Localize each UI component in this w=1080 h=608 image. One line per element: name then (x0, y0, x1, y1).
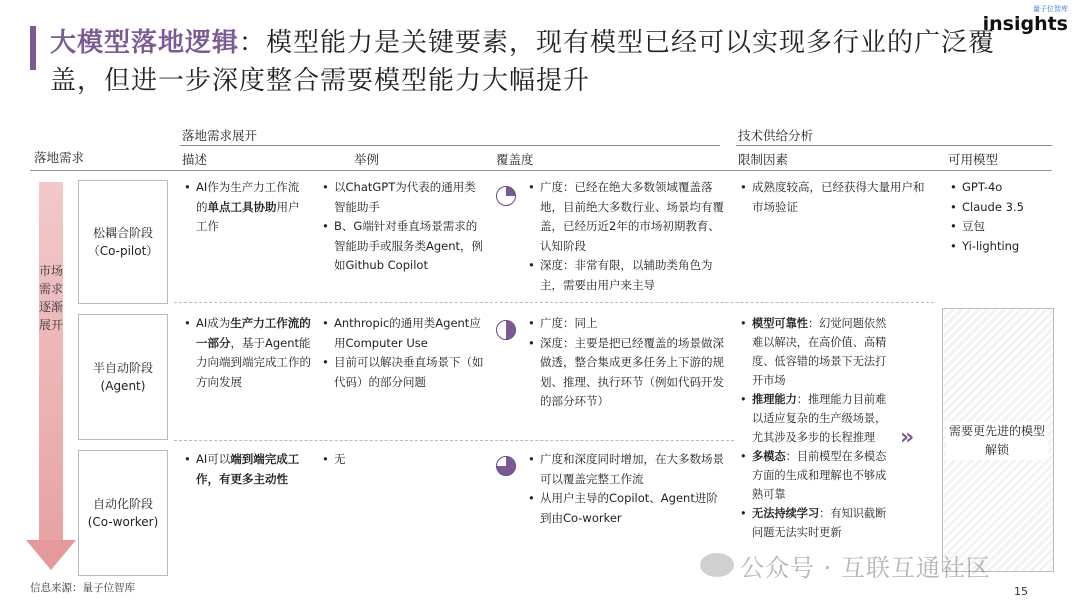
model-item: • Yi-lighting (950, 237, 1050, 257)
row2-coverage (528, 314, 724, 412)
coverage-pie-1 (496, 186, 516, 206)
list-item: • 从用户主导的Copilot、Agent进阶到由Co-worker (528, 489, 724, 528)
title-highlight: 大模型落地逻辑 (50, 28, 240, 58)
market-arrow-head (26, 540, 76, 570)
row2-examples (322, 314, 488, 392)
row-divider-1 (174, 302, 934, 303)
title-rest: ：模型能力是关键要素，现有模型已经可以实现多行业的广泛覆盖，但进一步深度整合需要模型能力大幅提升 (50, 28, 996, 96)
stage-copilot (78, 180, 168, 304)
list-item: • 广度和深度同时增加，在大多数场景可以覆盖完整工作流 (528, 450, 724, 489)
list-item: • 深度：主要是把已经覆盖的场景做深做透，整合集成更多任务上下游的规划、推理、执行环节（例如代码开发的部分环节） (528, 334, 724, 412)
page-number: 15 (1014, 585, 1028, 598)
stage-coworker (78, 450, 168, 576)
list-item: • AI成为生产力工作流的一部分，基于Agent能力向端到端完成工作的方向发展 (184, 314, 312, 392)
row1-coverage (528, 178, 726, 295)
section-expand: 落地需求展开 (182, 128, 258, 143)
stage-name: 松耦合阶段 (92, 226, 153, 240)
section-divider-left (180, 145, 720, 146)
section-divider-right (736, 145, 1052, 146)
row-divider-2 (174, 440, 734, 441)
list-item: • 无 (322, 450, 482, 470)
stage-name: 自动化阶段 (92, 497, 153, 511)
model-item: • GPT-4o (950, 178, 1050, 198)
header-limit: 限制因素 (738, 152, 789, 167)
model-list (950, 178, 1050, 256)
list-item: • AI可以端到端完成工作，有更多主动性 (184, 450, 310, 489)
header-need: 落地需求 (34, 150, 85, 165)
coverage-pie-3 (496, 456, 516, 476)
model-item: • Claude 3.5 (950, 198, 1050, 218)
list-item: • 目前可以解决垂直场景下（如代码）的部分问题 (322, 353, 488, 392)
row1-limits (740, 178, 932, 217)
header-models: 可用模型 (948, 152, 999, 167)
stage-en: (Agent) (100, 379, 146, 393)
unlock-text: 需要更先进的模型解锁 (946, 422, 1048, 460)
list-item: • 广度：已经在绝大多数领域覆盖落地，目前绝大多数行业、场景均有覆盖，已经历近2年的市场初期教育、认知阶段 (528, 178, 726, 256)
list-item: • 推理能力：推理能力目前难以适应复杂的生产级场景，尤其涉及多步的长程推理 (740, 390, 890, 447)
list-item: • 模型可靠性：幻觉问题依然难以解决，在高价值、高精度、低容错的场景下无法打开市场 (740, 314, 890, 390)
header-coverage: 覆盖度 (496, 152, 534, 167)
chevron-right-icon: » (900, 425, 915, 450)
stage-en: (Co-worker) (87, 515, 159, 529)
list-item: • 无法持续学习：有知识截断问题无法实时更新 (740, 504, 890, 542)
row3-coverage (528, 450, 724, 528)
list-item: • 以ChatGPT为代表的通用类智能助手 (322, 178, 484, 217)
logo-text: insights (982, 13, 1068, 35)
list-item: • 深度：非常有限，以辅助类角色为主，需要由用户来主导 (528, 256, 726, 295)
header-divider (30, 170, 1052, 171)
row2-desc (184, 314, 312, 392)
logo-subtitle: 量子位智库 (1033, 5, 1068, 13)
list-item: • B、G端针对垂直场景需求的智能助手或服务类Agent，例如Github Copilot (322, 217, 484, 276)
list-item: • 广度：同上 (528, 314, 724, 334)
page-title (50, 24, 1010, 100)
coverage-pie-2 (496, 320, 516, 340)
stage-en: （Co-pilot） (87, 244, 159, 258)
watermark: 公众号 · 互联互通社区 (740, 554, 991, 582)
wechat-icon (700, 553, 734, 577)
list-item: • 成熟度较高，已经获得大量用户和市场验证 (740, 178, 932, 217)
model-item: • 豆包 (950, 217, 1050, 237)
logo (983, 4, 1068, 34)
header-example: 举例 (354, 152, 380, 167)
row3-desc (184, 450, 310, 489)
title-accent-bar (30, 26, 36, 70)
row1-examples (322, 178, 484, 276)
source-note: 信息来源：量子位智库 (30, 582, 135, 594)
header-desc: 描述 (182, 152, 208, 167)
market-arrow (39, 182, 63, 542)
list-item: • AI作为生产力工作流的单点工具协助用户工作 (184, 178, 310, 237)
market-arrow-label: 市场需求逐渐展开 (39, 264, 64, 332)
row3-examples (322, 450, 482, 470)
stage-agent (78, 314, 168, 440)
stage-name: 半自动阶段 (92, 361, 153, 375)
list-item: • 多模态：目前模型在多模态方面的生成和理解也不够成熟可靠 (740, 447, 890, 504)
row1-desc (184, 178, 310, 237)
section-tech: 技术供给分析 (738, 128, 814, 143)
limits-lower (740, 314, 890, 542)
list-item: • Anthropic的通用类Agent应用Computer Use (322, 314, 488, 353)
